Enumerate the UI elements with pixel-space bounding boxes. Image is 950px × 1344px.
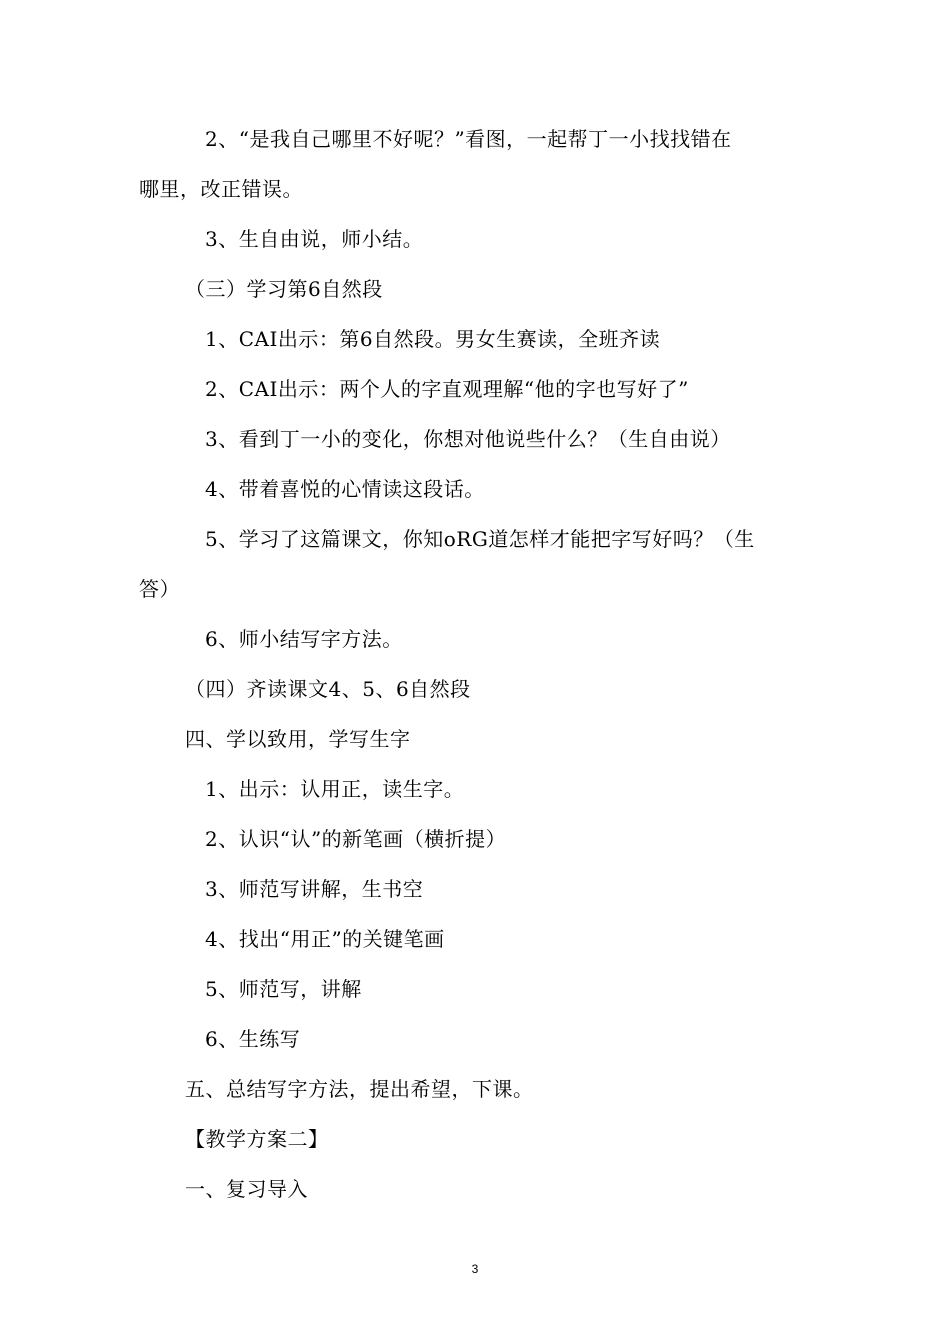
paragraph-line: 1、出示：认用正，读生字。 bbox=[205, 777, 465, 801]
paragraph-line: 6、师小结写字方法。 bbox=[205, 627, 403, 651]
paragraph-line: 3、师范写讲解，生书空 bbox=[205, 877, 424, 901]
paragraph-line: 答） bbox=[139, 577, 180, 601]
paragraph-line: 3、生自由说，师小结。 bbox=[205, 227, 424, 251]
section-heading: 【教学方案二】 bbox=[185, 1127, 329, 1151]
paragraph-line: 哪里，改正错误。 bbox=[139, 177, 303, 201]
paragraph-line: 4、找出“用正”的关键笔画 bbox=[205, 927, 445, 951]
paragraph-line: 6、生练写 bbox=[205, 1027, 301, 1051]
section-heading: （四）齐读课文4、5、6自然段 bbox=[185, 677, 471, 701]
paragraph-line: 2、“是我自己哪里不好呢？”看图，一起帮丁一小找找错在 bbox=[205, 127, 732, 151]
section-heading: （三）学习第6自然段 bbox=[185, 277, 383, 301]
page-number: 3 bbox=[471, 1262, 479, 1276]
paragraph-line: 2、认识“认”的新笔画（横折提） bbox=[205, 827, 507, 851]
paragraph-line: 3、看到丁一小的变化，你想对他说些什么？（生自由说） bbox=[205, 427, 731, 451]
paragraph-line: 1、CAI出示：第6自然段。男女生赛读，全班齐读 bbox=[205, 327, 661, 351]
paragraph-line: 2、CAI出示：两个人的字直观理解“他的字也写好了” bbox=[205, 377, 689, 401]
section-heading: 一、复习导入 bbox=[185, 1177, 308, 1201]
paragraph-line: 4、带着喜悦的心情读这段话。 bbox=[205, 477, 485, 501]
section-heading: 五、总结写字方法，提出希望，下课。 bbox=[185, 1077, 534, 1101]
paragraph-line: 5、学习了这篇课文，你知oRG道怎样才能把字写好吗？（生 bbox=[205, 527, 755, 551]
section-heading: 四、学以致用，学写生字 bbox=[185, 727, 411, 751]
paragraph-line: 5、师范写，讲解 bbox=[205, 977, 362, 1001]
